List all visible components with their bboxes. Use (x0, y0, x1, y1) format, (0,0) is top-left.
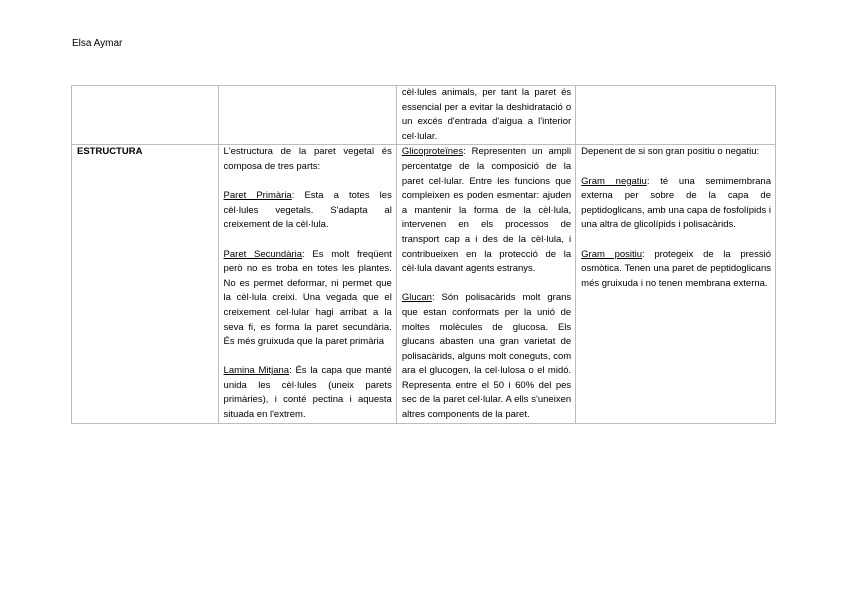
glicoproteines-paragraph (402, 145, 571, 276)
components-cell (396, 145, 575, 423)
gram-intro: Depenent de si son gran positiu o negatiu: (581, 146, 760, 158)
gram-negatiu-term: Gram negatiu (581, 175, 647, 187)
table-row-continuation (72, 86, 776, 145)
gram-negatiu-paragraph (581, 175, 771, 233)
row-label: ESTRUCTURA (77, 146, 143, 158)
parts-cell (218, 145, 396, 423)
glucan-term: Glucan (401, 292, 432, 304)
continuation-text: cèl·lules animals, per tant la paret és essencial per a evitar la deshidratació o un excés d'entrada d'aigua a l'interior cel·lular. (401, 87, 572, 142)
paret-secundaria-term: Paret Secundària (223, 248, 303, 260)
table-row-estructura (72, 145, 776, 423)
glicoproteines-term: Glicoproteïnes (401, 146, 464, 158)
paret-primaria-term: Paret Primària (223, 190, 292, 202)
author-name: Elsa Aymar (72, 38, 123, 49)
bacteria-cell (576, 145, 776, 423)
paret-primaria-text: : Esta a totes les cèl·lules vegetals. S'adapta al creixement de la cèl·lula. (223, 190, 392, 231)
paret-secundaria-text: : Es molt freqüent però no es troba en totes les plantes. No es permet deformar, ni permet que la cèl·lula creixi. Una vegada que el creixement cel·lular hagi arribat a la seva fi, es forma la paret secundària. És més gruixuda que la paret primària (223, 248, 392, 348)
gram-positiu-term: Gram positiu (581, 248, 643, 260)
table-cell (218, 86, 396, 145)
content-table (71, 85, 776, 424)
glucan-text: : Són polisacàrids molt grans que estan conformats per la unió de moltes molècules de glucosa. Els glucans abasten una gran varietat de polisacàrids, alguns molt coneguts, com ara el glucogen, la cel·lulosa o el midó. Representa entre el 50 i 60% del pes sec de la paret cel·lular. A ells s'uneixen altres components de la paret. (401, 292, 572, 421)
gram-positiu-text: : protegeix de la pressió osmòtica. Tenen una paret de peptidoglicans més gruixuda i no tenen membrana externa. (581, 248, 771, 289)
glicoproteines-text: : Representen un ampli percentatge de la composició de la paret cel·lular. Entre les funcions que compleixen es poden esmentar: ajuden a mantenir la forma de la cèl·lula, intervenen en els processos de transport cap a i des de la cèl·lula, i contribueixen en la protecció de la cèl·lula davant agents estranys. (401, 146, 572, 275)
parts-intro: L'estructura de la paret vegetal és composa de tres parts: (223, 146, 392, 172)
table-cell (396, 86, 575, 145)
row-label-cell (72, 145, 219, 423)
table-cell (576, 86, 776, 145)
lamina-mitjana-term: Lamina Mitjana (223, 365, 290, 377)
paret-primaria-paragraph (224, 189, 392, 233)
paret-secundaria-paragraph (224, 248, 392, 350)
table-cell (72, 86, 219, 145)
glucan-paragraph (402, 291, 571, 422)
gram-positiu-paragraph (581, 248, 771, 292)
lamina-mitjana-paragraph (224, 364, 392, 422)
gram-negatiu-text: : té una semimembrana externa per sobre de la capa de peptidoglicans, amb una capa de fosfolípids i una altra de glicolípids i polisacàrids. (581, 175, 772, 231)
lamina-mitjana-text: : És la capa que manté unida les cèl·lules (uneix parets primàries), i conté pectina i aquesta situada en l'extrem. (223, 365, 392, 421)
